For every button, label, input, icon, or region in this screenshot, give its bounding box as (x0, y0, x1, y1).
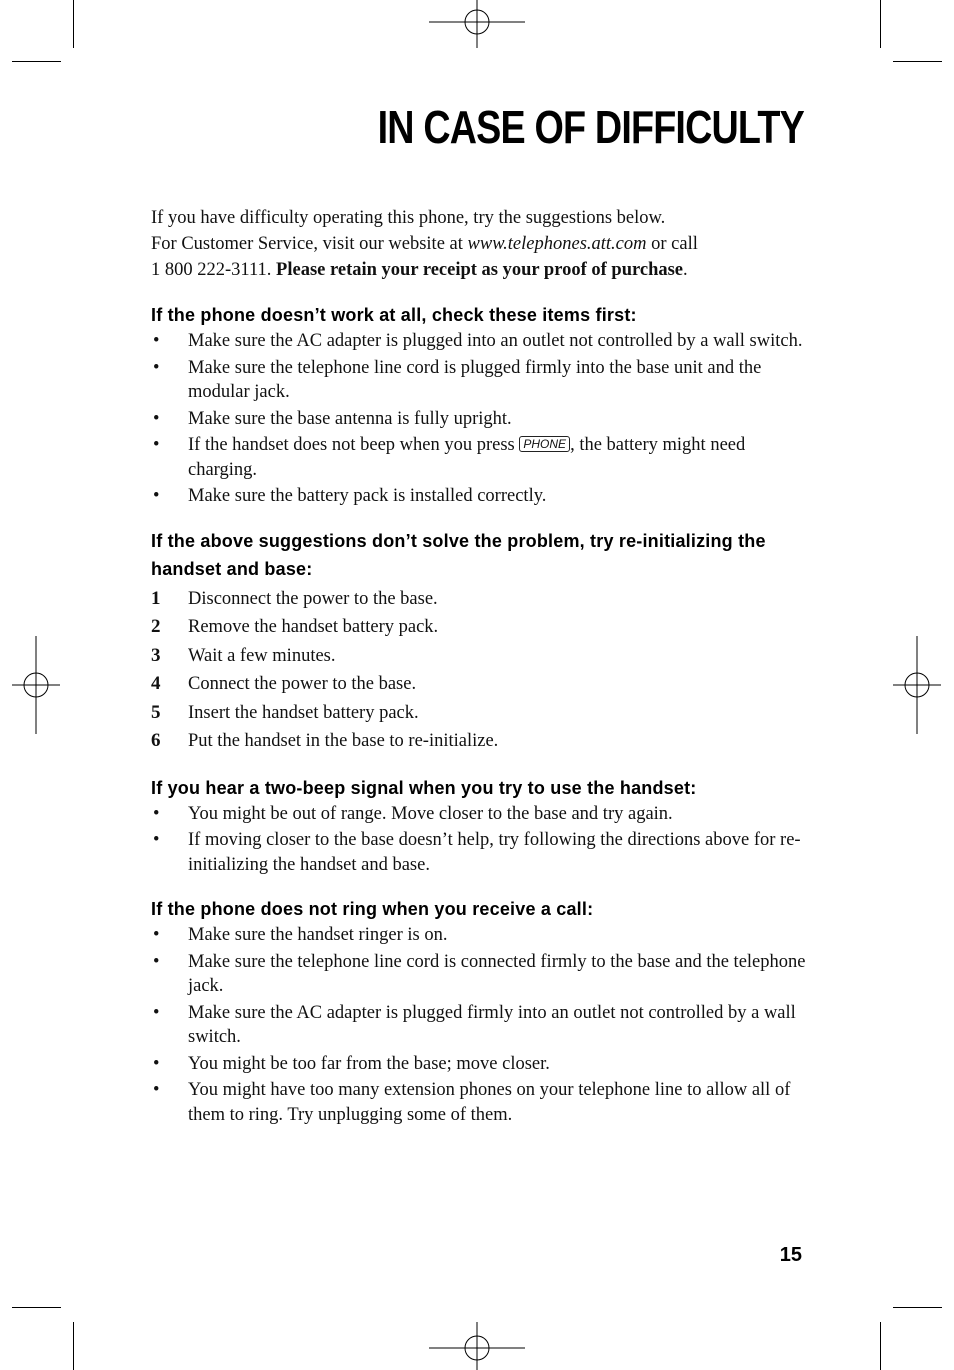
intro-text: or call (646, 234, 698, 254)
list-item-text: , the battery might need charging. (188, 435, 746, 480)
list-item: • Make sure the AC adapter is plugged firmly into an outlet not controlled by a wall switch. (151, 1001, 811, 1050)
list-item (151, 433, 811, 482)
crop-mark (12, 1307, 61, 1308)
list-item: • You might be too far from the base; move closer. (151, 1052, 811, 1077)
intro-line: If you have difficulty operating this phone, try the suggestions below. (151, 208, 666, 228)
punctuation: . (683, 260, 688, 280)
website-link[interactable]: www.telephones.att.com (467, 234, 647, 254)
registration-mark-icon (12, 636, 60, 734)
crop-mark (893, 61, 942, 62)
crop-mark (880, 0, 881, 48)
bullet-list (151, 923, 811, 1127)
crop-mark (893, 1307, 942, 1308)
list-item: • Make sure the telephone line cord is connected firmly to the base and the telephone jack. (151, 950, 811, 999)
step-item (151, 727, 811, 756)
step-number: 2 (151, 616, 161, 637)
content (151, 205, 811, 1129)
section-heading: If you hear a two-beep signal when you try to use the handset: (151, 777, 697, 798)
step-text: Disconnect the power to the base. (188, 588, 438, 609)
section-heading: If the phone doesn’t work at all, check these items first: (151, 305, 637, 325)
bullet-list (151, 329, 811, 509)
step-item (151, 613, 811, 642)
page-title: IN CASE OF DIFFICULTY (377, 101, 804, 153)
list-item: • You might be out of range. Move closer to the base and try again. (151, 802, 811, 827)
step-text: Connect the power to the base. (188, 674, 417, 694)
intro (151, 205, 811, 283)
list-item-text: If the handset does not beep when you press (188, 435, 520, 455)
list-item: • You might have too many extension phones on your telephone line to allow all of them to ring. Try unplugging some of them. (151, 1078, 811, 1127)
step-item (151, 699, 811, 728)
step-text: Put the handset in the base to re-initialize. (188, 731, 499, 751)
registration-mark-icon (429, 1322, 525, 1370)
registration-mark-icon (893, 636, 941, 734)
list-item: • If moving closer to the base doesn’t help, try following the directions above for re-initializing the handset and base. (151, 828, 811, 877)
list-item: • Make sure the battery pack is installed correctly. (151, 484, 811, 509)
crop-mark (73, 0, 74, 48)
crop-mark (12, 61, 61, 62)
section-heading: If the above suggestions don’t solve the problem, try re-initializing the handset and base: (151, 530, 766, 579)
list-item: • Make sure the telephone line cord is plugged firmly into the base unit and the modular jack. (151, 356, 811, 405)
crop-mark (73, 1322, 74, 1370)
step-text: Remove the handset battery pack. (188, 617, 439, 637)
receipt-note: Please retain your receipt as your proof of purchase (276, 260, 684, 280)
registration-mark-icon (429, 0, 525, 48)
step-number: 6 (151, 730, 161, 751)
step-list (151, 585, 811, 756)
bullet-list (151, 802, 811, 878)
step-item (151, 670, 811, 699)
step-number: 1 (151, 587, 161, 609)
phone-key-icon: PHONE (519, 436, 570, 452)
step-item (151, 585, 811, 614)
intro-line (151, 231, 811, 257)
list-item: • Make sure the AC adapter is plugged into an outlet not controlled by a wall switch. (151, 329, 811, 354)
step-text: Insert the handset battery pack. (188, 702, 419, 723)
step-item (151, 642, 811, 671)
intro-line (151, 257, 811, 283)
list-item: • Make sure the base antenna is fully upright. (151, 407, 811, 432)
step-number: 4 (151, 673, 161, 694)
list-item: • Make sure the handset ringer is on. (151, 923, 811, 948)
step-text: Wait a few minutes. (188, 645, 336, 666)
step-number: 5 (151, 701, 161, 723)
page-number: 15 (779, 1244, 802, 1266)
section-heading: If the phone does not ring when you receive a call: (151, 899, 594, 919)
step-number: 3 (151, 644, 161, 666)
intro-text: For Customer Service, visit our website at (151, 234, 468, 254)
phone-number: 1 800 222-3111. (151, 260, 277, 280)
crop-mark (880, 1322, 881, 1370)
